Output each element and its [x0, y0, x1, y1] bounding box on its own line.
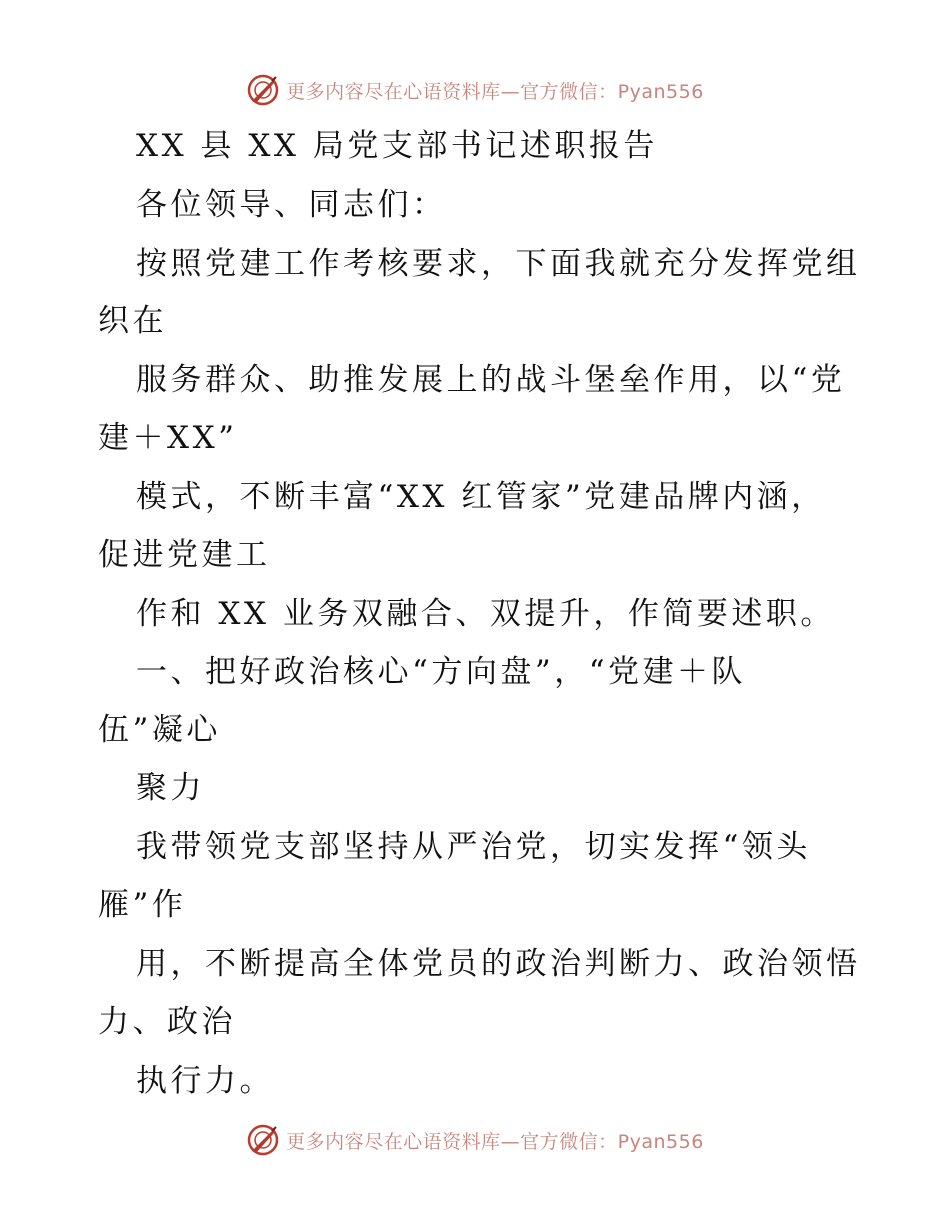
watermark-text: 更多内容尽在心语资料库—官方微信：Pyan556 [286, 80, 704, 103]
text-line: 我带领党支部坚持从严治党，切实发挥“领头 [136, 829, 811, 865]
text-line: 用，不断提高全体党员的政治判断力、政治领悟 [136, 946, 861, 982]
text-line: 作和 XX 业务双融合、双提升，作简要述职。 [136, 596, 835, 632]
text-line: 雁”作 [98, 887, 187, 923]
section-heading: 聚力 [136, 770, 205, 806]
text-line: 织在 [98, 303, 167, 339]
section-heading: 一、把好政治核心“方向盘”，“党建＋队 [136, 654, 747, 690]
text-line: 模式，不断丰富“XX 红管家”党建品牌内涵， [136, 479, 826, 515]
section-heading: 伍”凝心 [98, 712, 221, 748]
pen-logo-icon [246, 1123, 280, 1157]
text-line: 服务群众、助推发展上的战斗堡垒作用，以“党 [136, 362, 846, 398]
text-line: 执行力。 [136, 1063, 274, 1099]
header-watermark [0, 70, 950, 110]
pen-logo-icon [246, 73, 280, 107]
text-line: 促进党建工 [98, 537, 271, 573]
text-line: 力、政治 [98, 1004, 236, 1040]
footer-watermark [0, 1120, 950, 1160]
watermark-text: 更多内容尽在心语资料库—官方微信：Pyan556 [286, 1130, 704, 1153]
document-title: XX 县 XX 局党支部书记述职报告 [136, 128, 658, 164]
text-line: 按照党建工作考核要求，下面我就充分发挥党组 [136, 246, 861, 282]
text-line: 建＋XX” [98, 420, 238, 456]
salutation: 各位领导、同志们： [136, 187, 447, 223]
